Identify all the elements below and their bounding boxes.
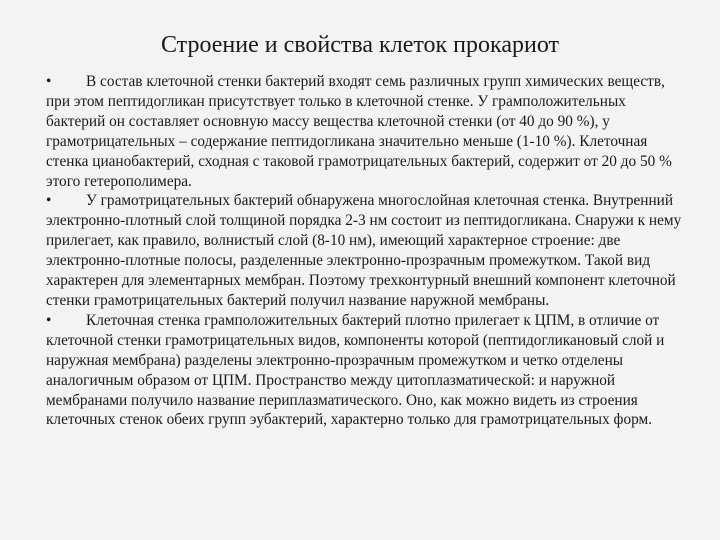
bullet-1: • [46,73,52,90]
bullet-2: • [46,192,52,210]
paragraph-3-text: Клеточная стенка грамположительных бактерий плотно прилегает к ЦПМ, в отличие от клеточной стенки грамотрицательных видов, компоненты которой (пептидогликановый слой и наружная мембрана) разделены электронно-прозрачным промежутком и четко отделены аналогичным образом от ЦПМ. Пространство между цитоплазматической: и наружной мембранами получило название периплазматического. Оно, как можно видеть из строения клеточных стенок обеих групп эубактерий, характерно только для грамотрицательных форм. [46,311,665,429]
bullet-3: • [46,311,52,329]
paragraph-3 [46,311,686,430]
paragraph-2-text: У грамотрицательных бактерий обнаружена многослойная клеточная стенка. Внутренний электронно-плотный слой толщиной порядка 2-3 нм состоит из пептидогликана. Снаружи к нему прилегает, как правило, волнистый слой (8-10 нм), имеющий характерное строение: две электронно-плотные полосы, разделенные электронно-прозрачным промежутком. Такой вид характерен для элементарных мембран. Поэтому трехконтурный внешний компонент клеточной стенки грамотрицательных бактерий получил название наружной мембраны. [46,192,682,309]
slide-title: Строение и свойства клеток прокариот [160,32,559,58]
paragraph-1-text: В состав клеточной стенки бактерий входят семь различных групп химических веществ, при этом пептидогликан присутствует только в клеточной стенке. У грамположительных бактерий он составляет основную массу вещества клеточной стенки (от 40 до 90 %), у грамотрицательных – содержание пептидогликана значительно меньше (1-10 %). Клеточная стенка цианобактерий, сходная с таковой грамотрицательных бактерий, содержит от 20 до 50 % этого гетерополимера. [46,73,672,190]
slide-body [46,72,686,430]
paragraph-2 [46,191,686,310]
paragraph-1 [46,72,686,191]
